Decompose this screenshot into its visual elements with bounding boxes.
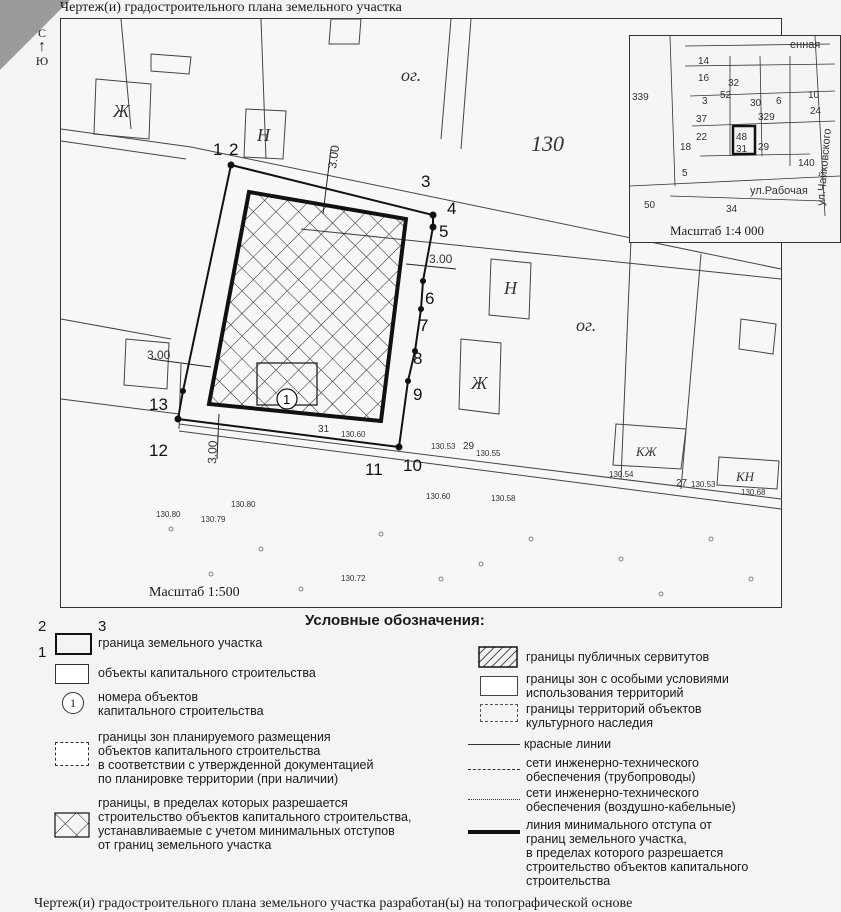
point-label-1: 1 [213,140,223,159]
inset-num: 22 [696,132,708,143]
inset-num: 140 [798,158,815,169]
point-label-5: 5 [439,222,449,241]
parcel-label-31: 31 [318,424,330,435]
legend-text-planned: границы зон планируемого размещения объектов капитального строительства в соответствии с утвержденной документацией по планировке территории (при наличии) [98,730,374,786]
drawing-title: Чертеж(и) градостроительного плана земельного участка [60,0,402,15]
legend-text-numbers: номера объектов капитального строительства [98,690,264,718]
elevation-2: 130.53 [431,442,456,451]
inset-num: 3 [702,96,708,107]
legend-symbol-number-circle: 1 [62,692,84,714]
legend-symbol-allowed-zone [54,812,90,838]
zone-label-130: 130 [531,131,564,156]
legend-title: Условные обозначения: [305,612,485,629]
inset-num: 29 [758,142,770,153]
inset-num: 34 [726,204,738,215]
legend-symbol-pipes [468,769,520,770]
zone-label-og-1: ог. [401,65,422,85]
inset-street-chaikovskogo: ул.Чайковского [815,127,834,207]
inset-num: 5 [682,168,688,179]
inset-num: 31 [736,144,748,155]
legend-text-red-lines: красные линии [524,737,612,751]
inset-num: 18 [680,142,692,153]
inset-num: 14 [698,56,710,67]
elevation-1: 130.60 [341,430,366,439]
zone-label-zh-1: Ж [113,101,130,121]
inset-num: 339 [632,92,649,103]
inset-num: 52 [720,90,732,101]
legend-text-boundary: граница земельного участка [98,636,263,650]
zone-label-kn: КН [736,469,755,484]
legend-boundary-num-3: 3 [98,618,107,635]
object-number: 1 [283,392,291,407]
legend-text-pipes: сети инженерно-технического обеспечения (трубопроводы) [526,756,699,784]
point-label-8: 8 [413,349,423,368]
elevation-8: 130.58 [491,494,516,503]
inset-num: 37 [696,114,708,125]
inset-drawing [630,36,840,242]
inset-num: 50 [644,200,656,211]
elevation-3: 130.55 [476,449,501,458]
compass-arrow-icon: ↑ [38,38,46,55]
point-label-9: 9 [413,385,423,404]
setback-label-right: 3.00 [429,252,453,266]
elevation-9: 130.80 [156,510,181,519]
elevation-11: 130.80 [231,500,256,509]
legend-symbol-boundary [55,633,92,655]
legend-text-setback: линия минимального отступа от границ земельного участка, в пределах которого разрешается строительство объектов капитального строительства [526,818,749,888]
legend-boundary-num-2: 2 [38,618,47,635]
allowed-construction-zone [209,192,406,421]
zone-label-n-2: Н [504,278,517,298]
inset-num: 48 [736,132,748,143]
legend-text-capital: объекты капитального строительства [98,666,316,680]
inset-num: 30 [750,98,762,109]
map-scale-label: Масштаб 1:500 [149,585,240,600]
point-label-7: 7 [419,316,429,335]
zone-label-kzh: КЖ [636,444,657,459]
inset-street-rabochaya: ул.Рабочая [750,185,808,197]
compass-north: С [37,26,46,40]
inset-num: 6 [776,96,782,107]
point-label-6: 6 [425,289,435,308]
parcel-label-27: 27 [676,478,688,489]
inset-scale-label: Масштаб 1:4 000 [670,223,764,238]
legend-text-special: границы зон с особыми условиями использования территорий [526,672,729,700]
zone-label-og-2: ог. [576,315,597,335]
point-label-3: 3 [421,172,431,191]
elevation-10: 130.79 [201,515,226,524]
legend-text-heritage: границы территорий объектов культурного наследия [526,702,702,730]
legend-text-servitude: границы публичных сервитутов [526,650,710,664]
elevation-6: 130.68 [741,488,766,497]
inset-num: 16 [698,73,710,84]
point-label-10: 10 [403,456,422,475]
point-label-2: 2 [229,140,239,159]
point-label-4: 4 [447,199,457,218]
inset-num: 24 [810,106,822,117]
legend-symbol-planned-zone [55,742,89,766]
location-inset-map [629,35,841,243]
elevation-5: 130.53 [691,480,716,489]
legend-symbol-capital [55,664,89,684]
inset-street-top: енная [790,39,821,51]
point-label-11: 11 [365,460,383,479]
setback-label-bottom: 3.00 [205,440,220,465]
point-label-13: 13 [149,395,168,414]
setback-label-top: 3.00 [325,144,343,170]
zone-label-n-1: Н [257,125,270,145]
legend-text-allowed: границы, в пределах которых разрешается строительство объектов капитального строительства, устанавливаемые с учетом минимальных отступов от границ земельного участка [98,796,412,852]
footer-caption: Чертеж(и) градостроительного плана земельного участка разработан(ы) на топографической основе [34,896,633,911]
legend-boundary-num-1: 1 [38,644,47,661]
inset-num: 329 [758,112,775,123]
legend-symbol-servitude [478,646,518,668]
legend-symbol-setback-line [468,830,520,834]
parcel-label-29: 29 [463,441,475,452]
legend-symbol-special-zone [480,676,518,696]
legend-symbol-heritage [480,704,518,722]
elevation-7: 130.60 [426,492,451,501]
point-label-12: 12 [149,441,168,460]
compass [30,26,54,68]
site-plan-map [60,18,834,608]
elevation-12: 130.72 [341,574,366,583]
inset-num: 10 [808,90,820,101]
legend-text-cables: сети инженерно-технического обеспечения (воздушно-кабельные) [526,786,736,814]
setback-label-left: 3.00 [147,348,171,362]
inset-num: 32 [728,78,740,89]
legend-symbol-cables [468,799,520,800]
zone-label-zh-2: Ж [471,373,488,393]
elevation-4: 130.54 [609,470,634,479]
compass-south: Ю [35,54,49,68]
legend-symbol-red-line [468,744,520,745]
